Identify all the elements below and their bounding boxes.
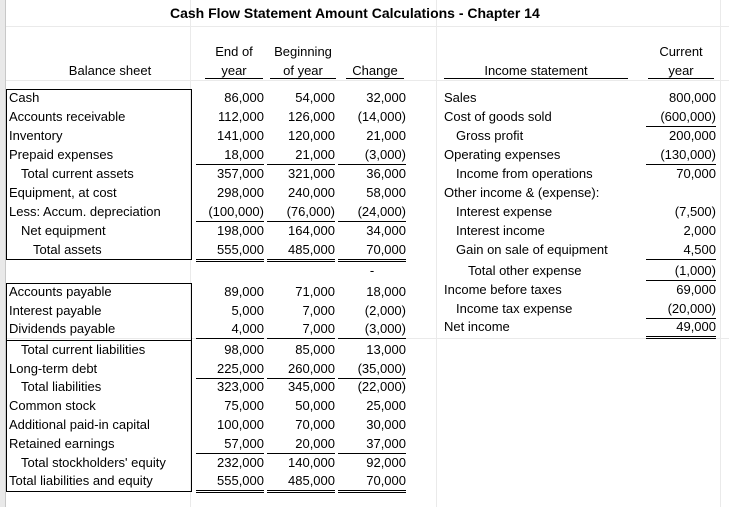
bs-end-of-year-value: 298,000 — [217, 185, 264, 200]
bs-beginning-of-year-value: 20,000 — [267, 435, 335, 454]
page-title: Cash Flow Statement Amount Calculations - Chapter 14 — [170, 5, 540, 21]
bs-change-value: (3,000) — [338, 146, 406, 165]
bs-beginning-of-year-value: 54,000 — [295, 90, 335, 105]
bs-row-label: Accounts payable — [9, 284, 112, 299]
is-current-year-value: (7,500) — [674, 204, 716, 219]
is-row-label: Income from operations — [456, 166, 593, 181]
is-current-year-value: 69,000 — [676, 282, 716, 297]
bs-change-value: 34,000 — [366, 223, 406, 238]
is-current-year-value: 2,000 — [683, 223, 716, 238]
is-row-label: Income tax expense — [456, 301, 573, 316]
bs-change-value: 32,000 — [366, 90, 406, 105]
bs-row-label: Total stockholders' equity — [21, 455, 166, 470]
bs-change-value: (35,000) — [338, 360, 406, 379]
bs-end-of-year-value: 323,000 — [217, 379, 264, 394]
bs-change-value: - — [369, 263, 375, 278]
current-year-header-2: year — [648, 62, 714, 79]
is-current-year-value: 49,000 — [646, 318, 716, 339]
bs-change-value: 92,000 — [366, 455, 406, 470]
bs-row-label: Prepaid expenses — [9, 147, 114, 162]
bs-change-value: 36,000 — [366, 166, 406, 181]
bs-beginning-of-year-value: 485,000 — [267, 241, 335, 262]
bs-change-value: 18,000 — [366, 284, 406, 299]
bs-beginning-of-year-value: 71,000 — [295, 284, 335, 299]
beginning-of-year-header-1: Beginning — [274, 44, 332, 59]
change-header: Change — [346, 62, 404, 79]
is-row-label: Total other expense — [468, 263, 582, 278]
bs-beginning-of-year-value: 140,000 — [288, 455, 335, 470]
income-statement-header: Income statement — [444, 62, 628, 79]
is-row-label: Operating expenses — [444, 147, 561, 162]
bs-beginning-of-year-value: 345,000 — [288, 379, 335, 394]
bs-row-label: Inventory — [9, 128, 63, 143]
bs-end-of-year-value: 57,000 — [196, 435, 264, 454]
bs-beginning-of-year-value: 70,000 — [295, 417, 335, 432]
bs-row-label: Accounts receivable — [9, 109, 126, 124]
bs-change-value: 37,000 — [338, 435, 406, 454]
bs-change-value: 70,000 — [338, 241, 406, 262]
bs-end-of-year-value: 86,000 — [224, 90, 264, 105]
is-current-year-value: (130,000) — [646, 146, 716, 165]
is-current-year-value: 4,500 — [646, 241, 716, 260]
bs-row-label: Total liabilities — [21, 379, 102, 394]
bs-change-value: 70,000 — [338, 472, 406, 493]
bs-row-label: Retained earnings — [9, 436, 115, 451]
bs-row-label: Net equipment — [21, 223, 106, 238]
bs-end-of-year-value: 89,000 — [224, 284, 264, 299]
is-current-year-value: (20,000) — [646, 300, 716, 319]
bs-row-label: Total current assets — [21, 166, 134, 181]
bs-row-label: Interest payable — [9, 303, 102, 318]
is-row-label: Sales — [444, 90, 477, 105]
bs-end-of-year-value: 75,000 — [224, 398, 264, 413]
is-current-year-value — [646, 184, 716, 202]
is-row-label: Income before taxes — [444, 282, 562, 297]
bs-beginning-of-year-value: 240,000 — [288, 185, 335, 200]
bs-end-of-year-value: 555,000 — [196, 472, 264, 493]
bs-change-value: (22,000) — [357, 379, 406, 394]
bs-end-of-year-value: 100,000 — [217, 417, 264, 432]
bs-beginning-of-year-value: (76,000) — [267, 203, 335, 222]
bs-row-label: Equipment, at cost — [9, 185, 117, 200]
is-row-label: Interest expense — [456, 204, 553, 219]
is-row-label: Gain on sale of equipment — [456, 242, 608, 257]
bs-end-of-year-value: 198,000 — [217, 223, 264, 238]
gridline — [6, 80, 729, 81]
bs-change-value: 21,000 — [366, 128, 406, 143]
bs-beginning-of-year-value: 21,000 — [267, 146, 335, 165]
bs-beginning-of-year-value: 126,000 — [288, 109, 335, 124]
bs-row-label: Total assets — [33, 242, 102, 257]
is-current-year-value: (1,000) — [646, 262, 716, 281]
bs-row-label: Total liabilities and equity — [9, 473, 153, 488]
bs-row-label: Common stock — [9, 398, 96, 413]
is-row-label: Other income & (expense): — [444, 185, 600, 200]
bs-row-label: Additional paid-in capital — [9, 417, 150, 432]
bs-end-of-year-value: (100,000) — [196, 203, 264, 222]
bs-beginning-of-year-value: 120,000 — [288, 128, 335, 143]
bs-row-label: Long-term debt — [9, 361, 98, 376]
is-row-label: Cost of goods sold — [444, 109, 552, 124]
bs-end-of-year-value: 232,000 — [217, 455, 264, 470]
bs-end-of-year-value: 112,000 — [217, 109, 264, 124]
end-of-year-header-2: year — [205, 62, 263, 79]
bs-end-of-year-value: 225,000 — [196, 360, 264, 379]
gridline — [436, 0, 437, 507]
balance-sheet-header: Balance sheet — [68, 63, 152, 78]
bs-end-of-year-value: 98,000 — [224, 342, 264, 357]
bs-beginning-of-year-value: 321,000 — [288, 166, 335, 181]
bs-change-value: 30,000 — [366, 417, 406, 432]
is-current-year-value: (600,000) — [646, 108, 716, 127]
beginning-of-year-header-2: of year — [270, 62, 336, 79]
bs-row-label: Less: Accum. depreciation — [9, 204, 161, 219]
gridline — [6, 26, 729, 27]
current-year-header-1: Current — [659, 44, 703, 59]
bs-beginning-of-year-value: 260,000 — [267, 360, 335, 379]
is-row-label: Net income — [444, 319, 510, 334]
bs-change-value: 13,000 — [366, 342, 406, 357]
bs-beginning-of-year-value: 7,000 — [302, 303, 335, 318]
bs-end-of-year-value: 4,000 — [196, 320, 264, 339]
bs-change-value: (24,000) — [338, 203, 406, 222]
bs-beginning-of-year-value: 7,000 — [267, 320, 335, 339]
bs-change-value: (2,000) — [364, 303, 406, 318]
bs-row-label: Cash — [9, 90, 40, 105]
bs-beginning-of-year-value: 485,000 — [267, 472, 335, 493]
bs-beginning-of-year-value: 85,000 — [295, 342, 335, 357]
is-row-label: Gross profit — [456, 128, 524, 143]
bs-end-of-year-value — [196, 262, 264, 280]
gridline — [720, 0, 721, 507]
bs-end-of-year-value: 357,000 — [217, 166, 264, 181]
bs-change-value: (3,000) — [338, 320, 406, 339]
is-current-year-value: 800,000 — [669, 90, 716, 105]
bs-beginning-of-year-value: 164,000 — [288, 223, 335, 238]
bs-change-value: 58,000 — [366, 185, 406, 200]
bs-end-of-year-value: 5,000 — [231, 303, 264, 318]
bs-change-value: 25,000 — [366, 398, 406, 413]
bs-end-of-year-value: 141,000 — [217, 128, 264, 143]
bs-end-of-year-value: 555,000 — [196, 241, 264, 262]
bs-end-of-year-value: 18,000 — [196, 146, 264, 165]
is-row-label: Interest income — [456, 223, 545, 238]
bs-change-value: (14,000) — [357, 109, 406, 124]
is-current-year-value: 70,000 — [676, 166, 716, 181]
bs-beginning-of-year-value: 50,000 — [295, 398, 335, 413]
bs-row-label: Total current liabilities — [21, 342, 146, 357]
is-current-year-value: 200,000 — [669, 128, 716, 143]
bs-row-label: Dividends payable — [9, 321, 116, 336]
end-of-year-header-1: End of — [215, 44, 253, 59]
bs-beginning-of-year-value — [267, 262, 335, 280]
